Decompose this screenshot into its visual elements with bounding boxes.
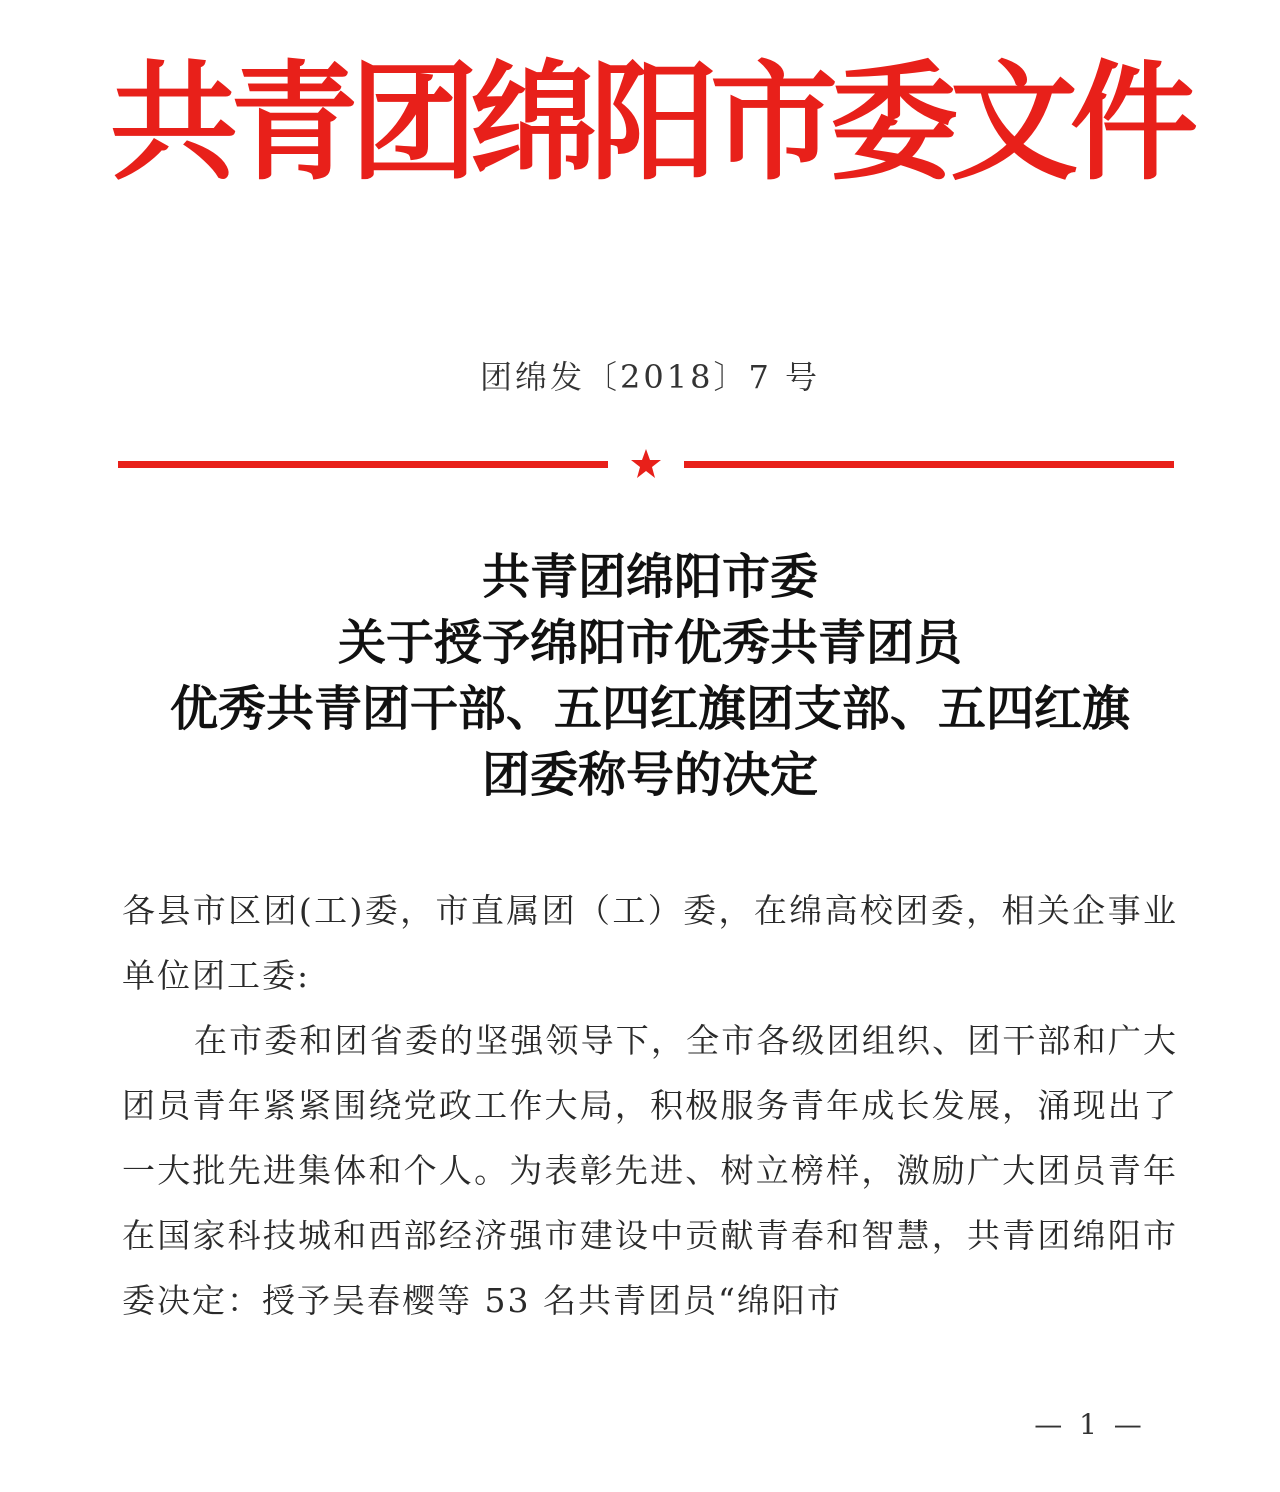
masthead-char: 市 [710,48,839,198]
title-line: 共青团绵阳市委 [481,549,818,605]
masthead-char: 绵 [470,48,599,198]
document-title [110,544,1190,808]
masthead [110,48,1199,198]
masthead-char: 青 [230,48,359,198]
body-paragraph: 在市委和团省委的坚强领导下，全市各级团组织、团干部和广大团员青年紧紧围绕党政工作大局，积极服务青年成长发展，涌现出了一大批先进集体和个人。为表彰先进、树立榜样，激励广大团员青年在国家科技城和西部经济强市建设中贡献青春和智慧，共青团绵阳市委决定：授予吴春樱等 53 名共青团员“绵阳市 [122,1021,1178,1320]
document-number: 团绵发〔2018〕7 号 [480,358,820,396]
masthead-char: 阳 [590,48,719,198]
salutation: 各县市区团(工)委，市直属团（工）委，在绵高校团委，相关企事业单位团工委: [122,891,1178,995]
title-line: 优秀共青团干部、五四红旗团支部、五四红旗 [169,681,1130,737]
divider-line-right [684,461,1174,468]
masthead-char: 文 [950,48,1079,198]
title-line: 团委称号的决定 [481,747,818,803]
masthead-char: 共 [110,48,239,198]
star-icon [630,448,662,480]
title-line: 关于授予绵阳市优秀共青团员 [337,615,962,671]
document-body [122,878,1178,1333]
masthead-char: 件 [1070,48,1199,198]
red-divider [118,448,1174,484]
divider-line-left [118,461,608,468]
masthead-char: 团 [350,48,479,198]
page-number: — 1 — [1034,1408,1146,1441]
masthead-char: 委 [830,48,959,198]
